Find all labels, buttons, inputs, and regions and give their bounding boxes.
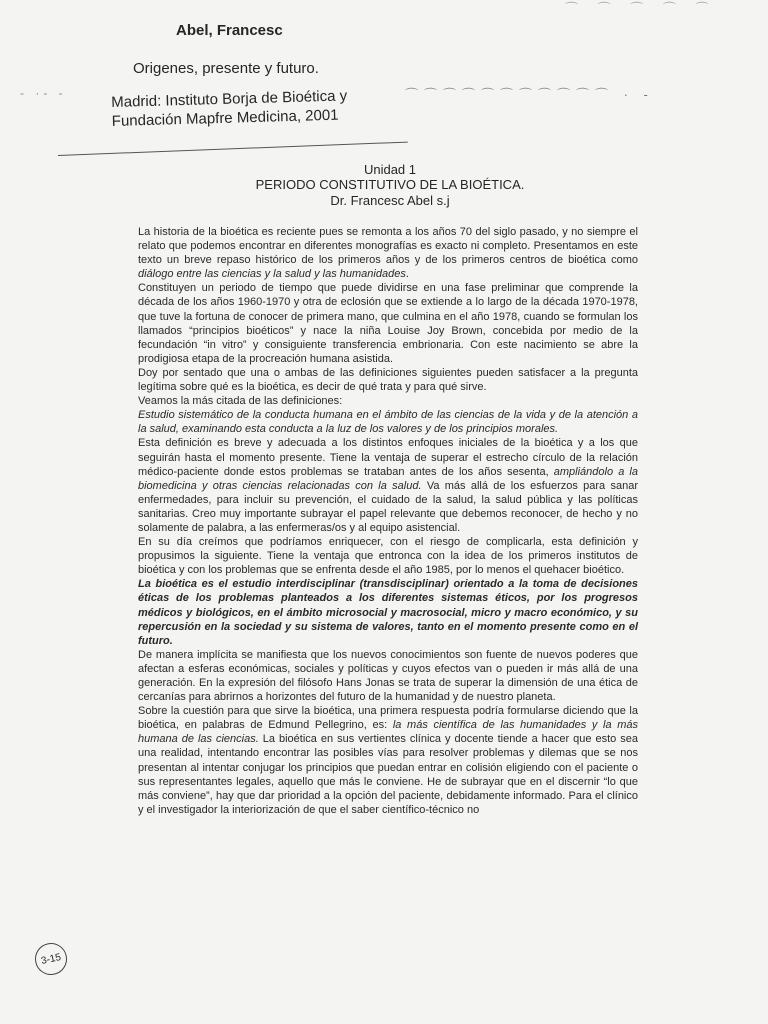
scan-left-marks: - ·- - — [20, 86, 67, 100]
text-segment: Esta definición es breve y adecuada a los distintos enfoques iniciales de la bioética y a los que seguirán hasta el momento presente. Tiene la ventaja de superar el estrecho círculo de la relación médico-paciente donde estos problemas se trataban antes de los años sesenta, — [138, 437, 638, 478]
text-segment: diálogo entre las ciencias y la salud y las humanidades — [138, 268, 406, 281]
text-segment: En su día creímos que podríamos enriquecer, con el riesgo de complicarla, esta definición y propusimos la siguiente. Tiene la ventaja que entronca con la idea de los primeros institutos de bioética y con los problemas que se enfrenta desde el año 1985, por lo menos el quehacer bioético. — [138, 536, 638, 577]
text-segment: La bioética en sus vertientes clínica y docente tiende a hacer que esto sea una realidad, intentando encontrar las posibles vías para resolver problemas y dilemas que se nos presentan al intentar conjugar los principios que puedan entrar en colisión eligiendo con el paciente o sus representantes legales, aquello que más le conviene. He de subrayar que en el discernir “lo que más conviene”, hay que dar prioridad a la opción del paciente, debidamente informado. Para el clínico y el investigador la interiorización de que el saber científico-técnico no — [138, 733, 639, 816]
paragraph — [138, 704, 638, 817]
scan-corner-marks: ⌒ ⌒ ⌒ ⌒ ⌒ — [565, 1, 717, 16]
citation-title: Origenes, presente y futuro. — [133, 60, 319, 77]
paragraph — [138, 225, 638, 281]
paragraph — [138, 577, 638, 647]
page-stamp — [32, 940, 70, 978]
unit-label: Unidad 1 — [363, 162, 417, 177]
paragraph — [138, 366, 638, 394]
chapter-author: Dr. Francesc Abel s.j — [330, 193, 450, 208]
paragraph — [138, 281, 638, 366]
text-segment: ampliándolo a la biomedicina y otras ciencias relacionadas con la salud. — [138, 465, 638, 492]
citation-author: Abel, Francesc — [176, 22, 283, 39]
scan-dash-marks: ⌒⌒⌒⌒⌒⌒⌒⌒⌒⌒⌒ · - — [405, 87, 654, 102]
citation-publisher-line2: Fundación Mapfre Medicina, 2001 — [111, 106, 339, 130]
paragraph — [138, 648, 638, 704]
text-segment: La bioética es el estudio interdisciplinar (transdisciplinar) orientado a la toma de decisiones éticas de los problemas planteados a los diferentes sistemas éticos, por los progresos médicos y biológicos, en el ámbito microsocial y macrosocial, micro y macro económico, y su repercusión en la sociedad y su sistema de valores, tanto en el momento presente como en el futuro. — [138, 578, 638, 647]
text-segment: La historia de la bioética es reciente pues se remonta a los años 70 del siglo pasado, y no siempre el relato que podemos encontrar en diferentes monografías es exacto ni completo. Presentamos en este texto un breve repaso histórico de los primeros años y de los primeros centros de bioética como — [138, 226, 638, 267]
text-segment: Constituyen un periodo de tiempo que puede dividirse en una fase preliminar que comprende la década de los años 1960-1970 y otra de eclosión que se extiende a lo largo de la década 1970-1978, que tuve la fortuna de conocer de primera mano, que culmina en el año 1978, cuando se formulan los llamados “principios bioéticos” y nace la niña Louise Joy Brown, concebida por medio de la fecundación “in vitro” y consiguiente transferencia embrionaria. Con este nacimiento se abre la prodigiosa etapa de la procreación humana asistida. — [138, 282, 638, 365]
text-segment: Va más allá de los esfuerzos para sanar enfermedades, para incluir su prevención, el cuidado de la salud, la salud pública y las políticas sanitarias. Creo muy importante subrayar el papel relevante que debemos reconocer, de hecho y no solamente de palabra, a las enfermeras/os y al equipo asistencial. — [138, 479, 638, 534]
text-segment: Sobre la cuestión para que sirve la bioética, una primera respuesta podría formularse diciendo que la bioética, en palabras de Edmund Pellegrino, es: — [138, 705, 638, 732]
paragraph — [138, 535, 638, 577]
body-text — [138, 225, 638, 817]
citation-publisher — [111, 86, 348, 131]
paragraph — [138, 394, 638, 408]
paragraph — [138, 436, 638, 535]
text-segment: la más científica de las humanidades y la más humana de las ciencias. — [138, 719, 639, 746]
text-segment: Estudio sistemático de la conducta humana en el ámbito de las ciencias de la vida y de la atención a la salud, examinando esta conducta a la luz de los valores y de los principios morales. — [138, 409, 638, 436]
text-segment: Veamos la más citada de las definiciones: — [138, 395, 343, 408]
citation-publisher-line1: Madrid: Instituto Borja de Bioética y — [111, 87, 348, 111]
separator-rule — [58, 142, 408, 156]
text-segment: . — [405, 268, 409, 281]
page-stamp-label: 3-15 — [40, 951, 62, 967]
chapter-title: PERIODO CONSTITUTIVO DE LA BIOÉTICA. — [255, 177, 525, 192]
text-segment: Doy por sentado que una o ambas de las definiciones siguientes pueden satisfacer a la pregunta legítima sobre qué es la bioética, es decir de qué trata y para qué sirve. — [138, 366, 638, 394]
text-segment: De manera implícita se manifiesta que los nuevos conocimientos son fuente de nuevos poderes que afectan a esferas económicas, sociales y políticas y cuyos efectos van o pueden ir más allá de una generación. En la expresión del filósofo Hans Jonas se trata de superar la dimensión de una ética de cercanías para abrirnos a horizontes del futuro de la humanidad y de nuestro planeta. — [138, 648, 638, 704]
paragraph — [138, 408, 638, 436]
